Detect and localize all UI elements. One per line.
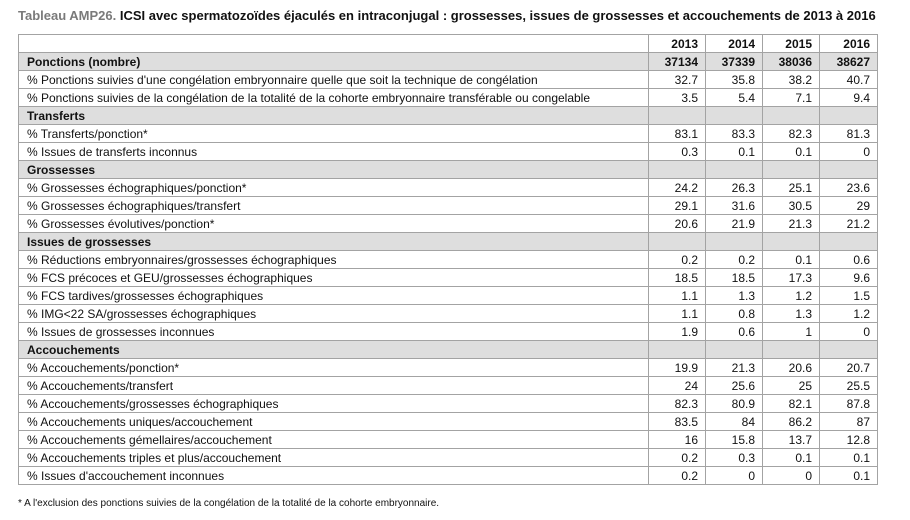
- section-row: [19, 107, 878, 125]
- data-row: [19, 71, 878, 89]
- value-cell: 83.3: [706, 125, 763, 143]
- row-label: % Accouchements uniques/accouchement: [19, 413, 649, 431]
- row-label: % Issues d'accouchement inconnues: [19, 467, 649, 485]
- value-cell: 3.5: [649, 89, 706, 107]
- data-row: [19, 179, 878, 197]
- value-cell: 21.3: [706, 359, 763, 377]
- value-cell: 20.6: [763, 359, 820, 377]
- value-cell: 38036: [763, 53, 820, 71]
- value-cell: 0.1: [820, 449, 878, 467]
- value-cell: 0.2: [649, 251, 706, 269]
- value-cell: 35.8: [706, 71, 763, 89]
- data-row: [19, 467, 878, 485]
- value-cell: 0.6: [820, 251, 878, 269]
- value-cell: 0.2: [706, 251, 763, 269]
- value-cell: 29: [820, 197, 878, 215]
- value-cell: 0.2: [649, 467, 706, 485]
- value-cell: 38627: [820, 53, 878, 71]
- value-cell: 0.1: [763, 143, 820, 161]
- value-cell: 24: [649, 377, 706, 395]
- value-cell: 0.3: [649, 143, 706, 161]
- data-row: [19, 143, 878, 161]
- value-cell: 5.4: [706, 89, 763, 107]
- value-cell: 86.2: [763, 413, 820, 431]
- empty-cell: [820, 341, 878, 359]
- value-cell: 30.5: [763, 197, 820, 215]
- header-corner-cell: [19, 35, 649, 53]
- value-cell: 0.1: [820, 467, 878, 485]
- value-cell: 18.5: [649, 269, 706, 287]
- value-cell: 16: [649, 431, 706, 449]
- value-cell: 15.8: [706, 431, 763, 449]
- value-cell: 18.5: [706, 269, 763, 287]
- value-cell: 82.1: [763, 395, 820, 413]
- row-label: % Accouchements/grossesses échographiques: [19, 395, 649, 413]
- total-row: [19, 53, 878, 71]
- empty-cell: [649, 107, 706, 125]
- value-cell: 0.1: [763, 449, 820, 467]
- table-body: [19, 53, 878, 485]
- value-cell: 25.5: [820, 377, 878, 395]
- value-cell: 25.6: [706, 377, 763, 395]
- row-label: % Ponctions suivies d'une congélation embryonnaire quelle que soit la technique de congélation: [19, 71, 649, 89]
- value-cell: 82.3: [763, 125, 820, 143]
- data-row: [19, 269, 878, 287]
- data-row: [19, 395, 878, 413]
- value-cell: 21.2: [820, 215, 878, 233]
- empty-cell: [706, 161, 763, 179]
- row-label: % Grossesses échographiques/ponction*: [19, 179, 649, 197]
- value-cell: 1: [763, 323, 820, 341]
- footnote: * A l'exclusion des ponctions suivies de la congélation de la totalité de la cohorte embryonnaire.: [18, 498, 440, 509]
- value-cell: 25.1: [763, 179, 820, 197]
- value-cell: 1.2: [763, 287, 820, 305]
- data-row: [19, 89, 878, 107]
- empty-cell: [649, 341, 706, 359]
- row-label: Transferts: [19, 107, 649, 125]
- value-cell: 87.8: [820, 395, 878, 413]
- row-label: % Issues de grossesses inconnues: [19, 323, 649, 341]
- value-cell: 83.5: [649, 413, 706, 431]
- value-cell: 13.7: [763, 431, 820, 449]
- data-row: [19, 323, 878, 341]
- value-cell: 40.7: [820, 71, 878, 89]
- value-cell: 21.3: [763, 215, 820, 233]
- row-label: % Transferts/ponction*: [19, 125, 649, 143]
- empty-cell: [763, 233, 820, 251]
- row-label: % Issues de transferts inconnus: [19, 143, 649, 161]
- value-cell: 25: [763, 377, 820, 395]
- value-cell: 17.3: [763, 269, 820, 287]
- value-cell: 0: [706, 467, 763, 485]
- row-label: % Accouchements triples et plus/accouchement: [19, 449, 649, 467]
- value-cell: 81.3: [820, 125, 878, 143]
- value-cell: 0.8: [706, 305, 763, 323]
- value-cell: 0: [820, 143, 878, 161]
- value-cell: 0.1: [763, 251, 820, 269]
- row-label: % FCS tardives/grossesses échographiques: [19, 287, 649, 305]
- caption-number: Tableau AMP26.: [18, 8, 117, 23]
- section-row: [19, 341, 878, 359]
- value-cell: 37134: [649, 53, 706, 71]
- value-cell: 0.3: [706, 449, 763, 467]
- row-label: % Réductions embryonnaires/grossesses échographiques: [19, 251, 649, 269]
- data-row: [19, 413, 878, 431]
- value-cell: 26.3: [706, 179, 763, 197]
- row-label: % Accouchements/ponction*: [19, 359, 649, 377]
- row-label: % Ponctions suivies de la congélation de la totalité de la cohorte embryonnaire transférable ou congelable: [19, 89, 649, 107]
- data-row: [19, 305, 878, 323]
- empty-cell: [706, 341, 763, 359]
- value-cell: 83.1: [649, 125, 706, 143]
- value-cell: 38.2: [763, 71, 820, 89]
- value-cell: 1.9: [649, 323, 706, 341]
- data-row: [19, 125, 878, 143]
- value-cell: 21.9: [706, 215, 763, 233]
- row-label: Ponctions (nombre): [19, 53, 649, 71]
- row-label: % Grossesses échographiques/transfert: [19, 197, 649, 215]
- empty-cell: [649, 161, 706, 179]
- row-label: Grossesses: [19, 161, 649, 179]
- empty-cell: [820, 161, 878, 179]
- value-cell: 0.2: [649, 449, 706, 467]
- row-label: Accouchements: [19, 341, 649, 359]
- section-row: [19, 161, 878, 179]
- row-label: % IMG<22 SA/grossesses échographiques: [19, 305, 649, 323]
- value-cell: 29.1: [649, 197, 706, 215]
- value-cell: 12.8: [820, 431, 878, 449]
- row-label: % Grossesses évolutives/ponction*: [19, 215, 649, 233]
- value-cell: 80.9: [706, 395, 763, 413]
- row-label: % FCS précoces et GEU/grossesses échographiques: [19, 269, 649, 287]
- value-cell: 20.6: [649, 215, 706, 233]
- value-cell: 84: [706, 413, 763, 431]
- value-cell: 23.6: [820, 179, 878, 197]
- empty-cell: [763, 161, 820, 179]
- data-row: [19, 377, 878, 395]
- value-cell: 20.7: [820, 359, 878, 377]
- empty-cell: [820, 233, 878, 251]
- value-cell: 1.1: [649, 305, 706, 323]
- year-header: 2015: [763, 35, 820, 53]
- data-row: [19, 215, 878, 233]
- value-cell: 87: [820, 413, 878, 431]
- value-cell: 9.4: [820, 89, 878, 107]
- row-label: % Accouchements gémellaires/accouchement: [19, 431, 649, 449]
- value-cell: 0.1: [706, 143, 763, 161]
- value-cell: 1.5: [820, 287, 878, 305]
- year-header: 2014: [706, 35, 763, 53]
- empty-cell: [820, 107, 878, 125]
- value-cell: 0: [820, 323, 878, 341]
- value-cell: 0.6: [706, 323, 763, 341]
- caption-title: ICSI avec spermatozoïdes éjaculés en intraconjugal : grossesses, issues de grossesses et accouchements de 2013 à 2016: [119, 8, 876, 23]
- empty-cell: [706, 233, 763, 251]
- table-caption: [18, 7, 876, 25]
- year-header: 2013: [649, 35, 706, 53]
- value-cell: 19.9: [649, 359, 706, 377]
- empty-cell: [706, 107, 763, 125]
- year-header-row: [19, 35, 878, 53]
- empty-cell: [763, 107, 820, 125]
- value-cell: 31.6: [706, 197, 763, 215]
- value-cell: 37339: [706, 53, 763, 71]
- value-cell: 1.1: [649, 287, 706, 305]
- value-cell: 1.2: [820, 305, 878, 323]
- value-cell: 32.7: [649, 71, 706, 89]
- empty-cell: [763, 341, 820, 359]
- value-cell: 1.3: [706, 287, 763, 305]
- row-label: Issues de grossesses: [19, 233, 649, 251]
- empty-cell: [649, 233, 706, 251]
- value-cell: 9.6: [820, 269, 878, 287]
- data-row: [19, 197, 878, 215]
- value-cell: 1.3: [763, 305, 820, 323]
- year-header: 2016: [820, 35, 878, 53]
- value-cell: 0: [763, 467, 820, 485]
- data-row: [19, 287, 878, 305]
- section-row: [19, 233, 878, 251]
- data-row: [19, 251, 878, 269]
- data-row: [19, 431, 878, 449]
- data-row: [19, 359, 878, 377]
- row-label: % Accouchements/transfert: [19, 377, 649, 395]
- value-cell: 82.3: [649, 395, 706, 413]
- data-row: [19, 449, 878, 467]
- value-cell: 24.2: [649, 179, 706, 197]
- value-cell: 7.1: [763, 89, 820, 107]
- results-table: [18, 34, 878, 485]
